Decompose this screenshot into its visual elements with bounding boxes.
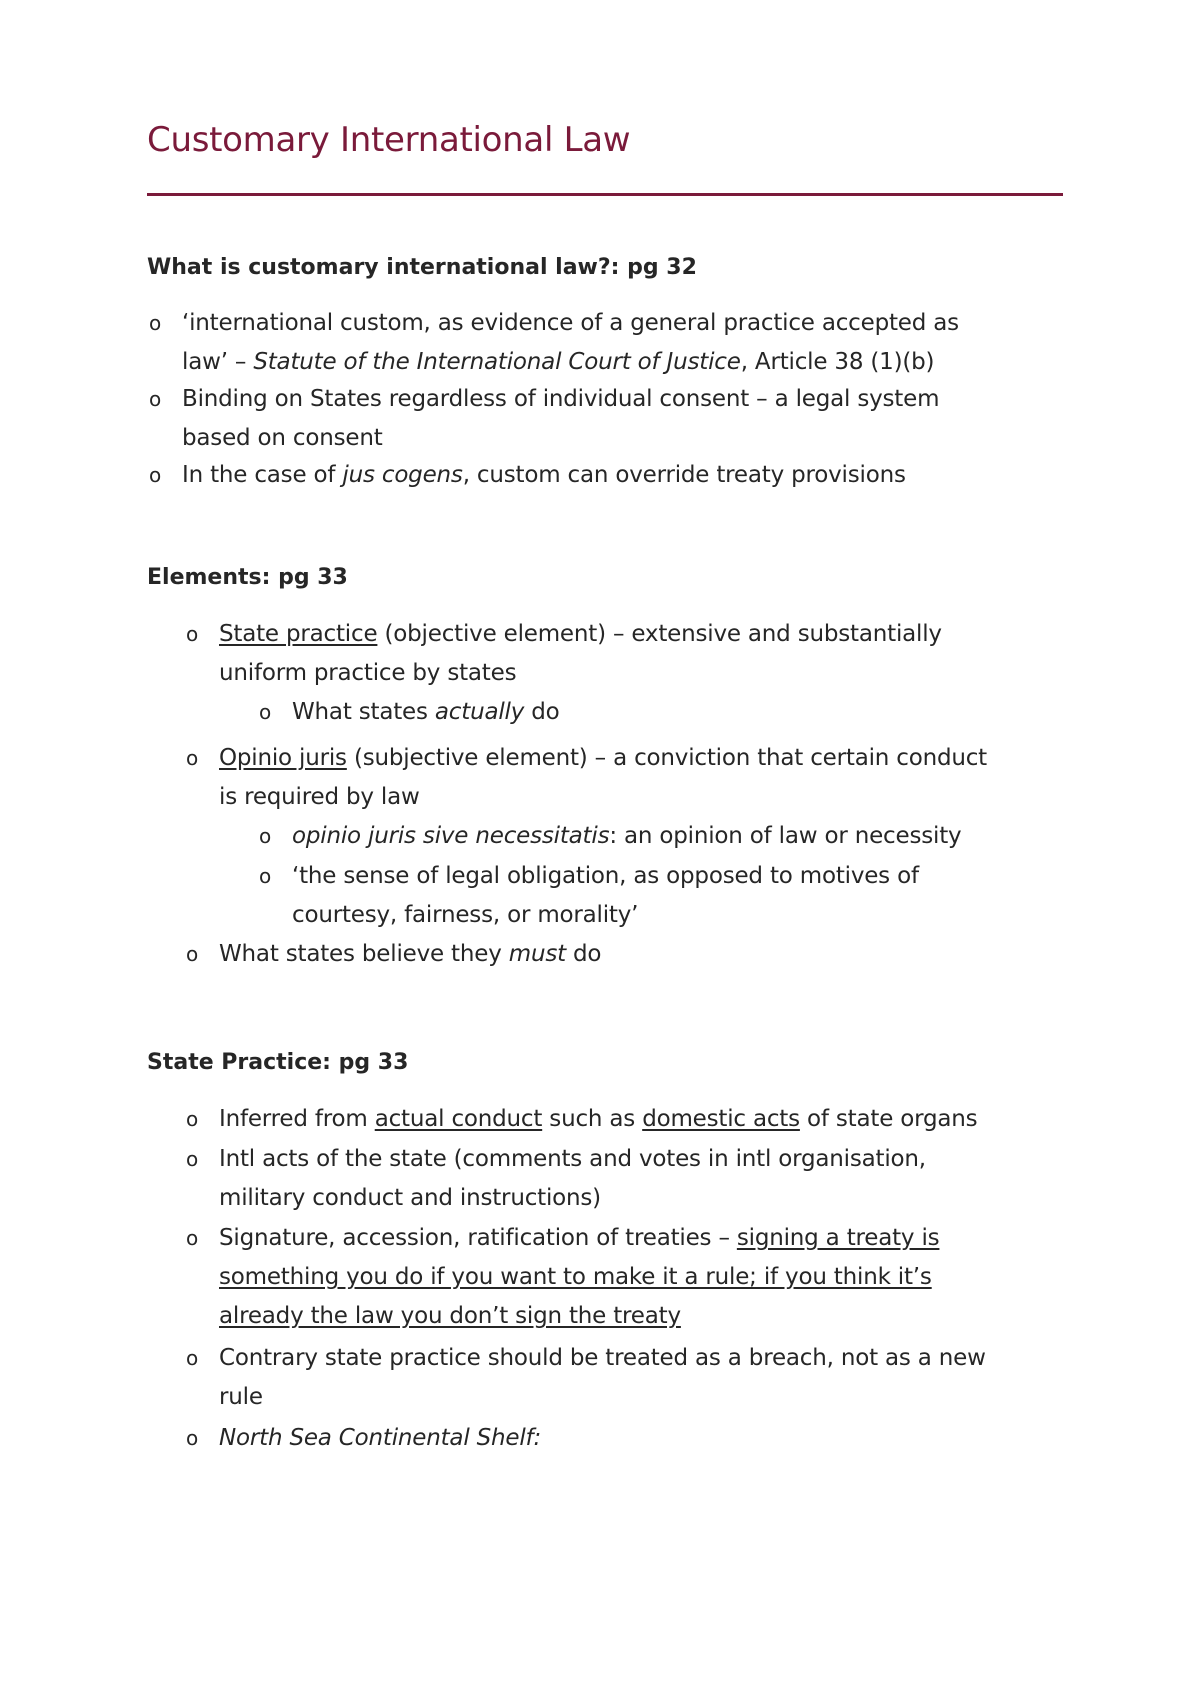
list-item: o Opinio juris (subjective element) – a conviction that certain conduct is required by law [219, 739, 987, 817]
bullet-icon: o [186, 1226, 199, 1250]
bullet-icon: o [149, 463, 162, 487]
list-subitem: o What states actually do [292, 693, 560, 732]
section-heading-elements: Elements: pg 33 [147, 565, 348, 590]
bullet-icon: o [259, 700, 272, 724]
list-item: o North Sea Continental Shelf: [219, 1419, 541, 1458]
list-item: o Inferred from actual conduct such as domestic acts of state organs [219, 1100, 977, 1139]
bullet-icon: o [186, 622, 199, 646]
bullet-icon: o [149, 387, 162, 411]
bullet-icon: o [186, 1107, 199, 1131]
bullet-icon: o [186, 942, 199, 966]
list-item: o Signature, accession, ratification of treaties – signing a treaty is something you do if you want to make it a rule; if you think it’s already the law you don’t sign the treaty [219, 1219, 939, 1336]
list-item: o Contrary state practice should be treated as a breach, not as a new rule [219, 1339, 986, 1417]
list-subitem: o opinio juris sive necessitatis: an opinion of law or necessity [292, 817, 961, 856]
list-item: o State practice (objective element) – extensive and substantially uniform practice by states [219, 615, 942, 693]
list-item: o Binding on States regardless of individual consent – a legal system based on consent [182, 380, 939, 458]
list-item: o ‘international custom, as evidence of a general practice accepted as law’ – Statute of the International Court of Justice, Article 38 (1)(b) [182, 304, 959, 382]
bullet-icon: o [186, 1147, 199, 1171]
title-divider [147, 193, 1063, 196]
document-title: Customary International Law [147, 120, 631, 160]
bullet-icon: o [186, 746, 199, 770]
bullet-icon: o [186, 1426, 199, 1450]
section-heading-state-practice: State Practice: pg 33 [147, 1050, 409, 1075]
section-heading-definition: What is customary international law?: pg 32 [147, 255, 697, 280]
bullet-icon: o [149, 311, 162, 335]
bullet-icon: o [259, 864, 272, 888]
list-subitem: o ‘the sense of legal obligation, as opposed to motives of courtesy, fairness, or morality’ [292, 857, 919, 935]
bullet-icon: o [186, 1346, 199, 1370]
list-item: o Intl acts of the state (comments and votes in intl organisation, military conduct and instructions) [219, 1140, 926, 1218]
list-item: o In the case of jus cogens, custom can override treaty provisions [182, 456, 906, 495]
bullet-icon: o [259, 824, 272, 848]
list-item: o What states believe they must do [219, 935, 601, 974]
